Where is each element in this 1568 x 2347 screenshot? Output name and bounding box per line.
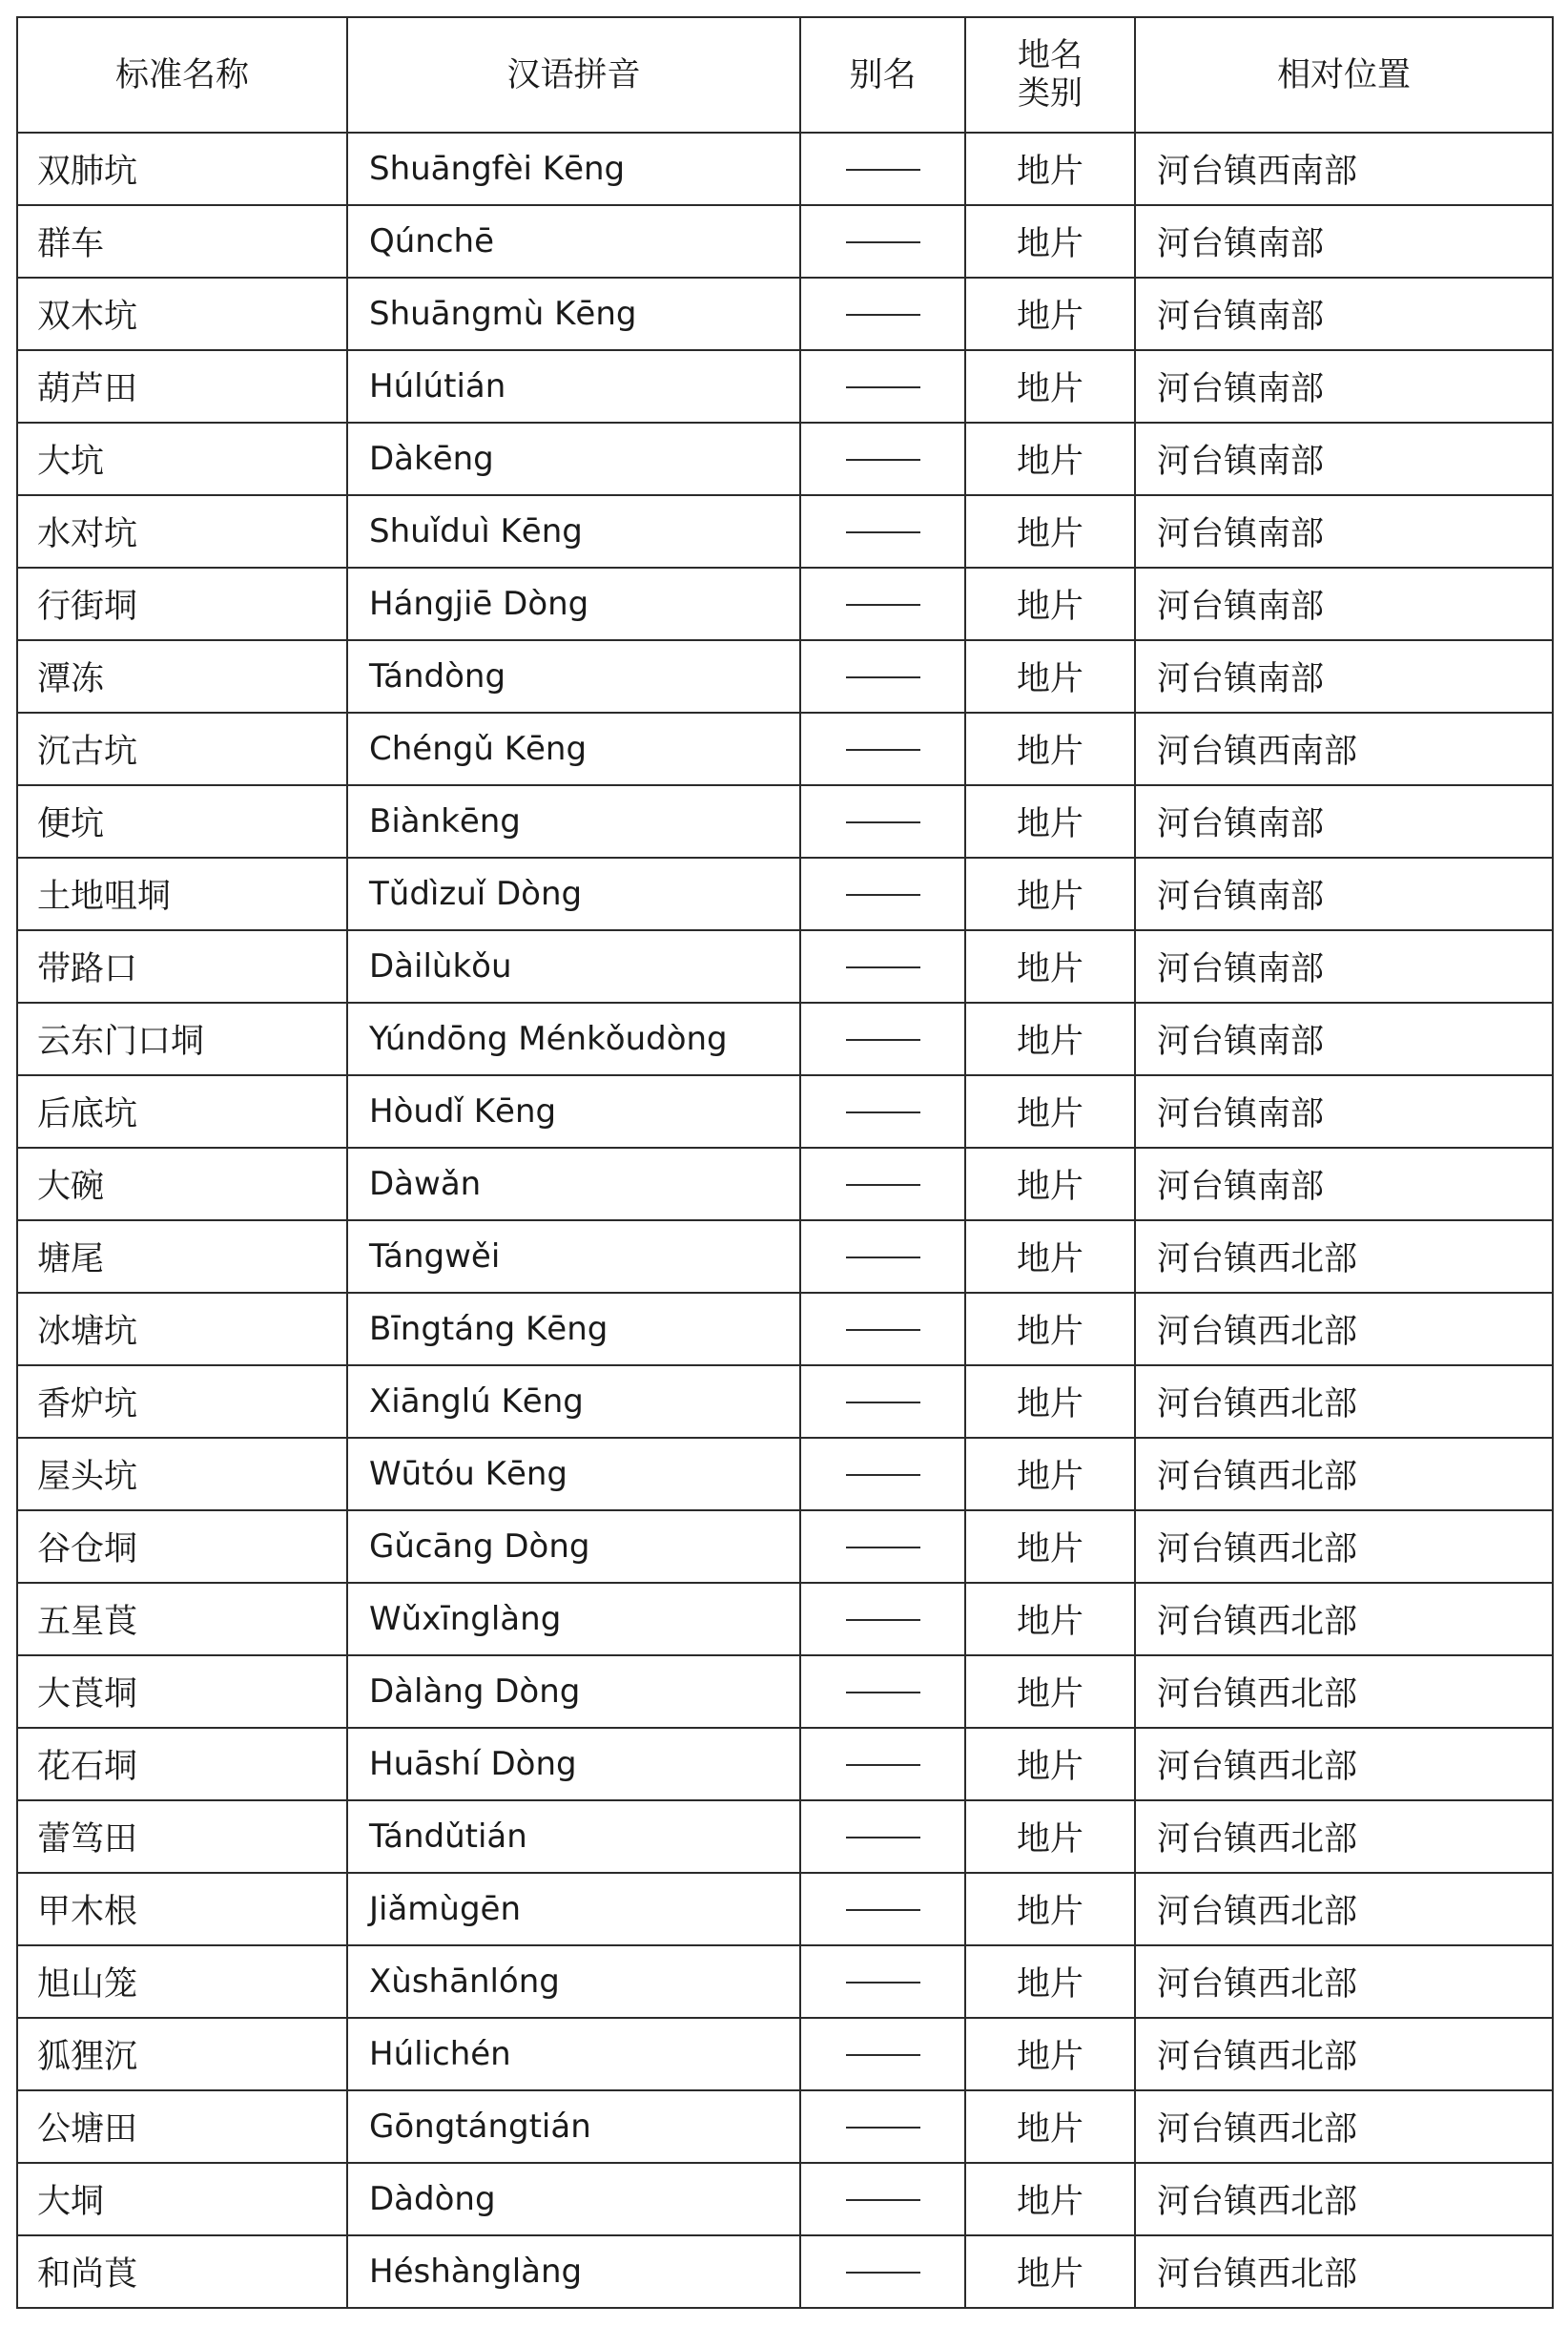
cell-standard-name: 塘尾 (17, 1220, 347, 1293)
cell-standard-name: 土地咀垌 (17, 858, 347, 930)
cell-standard-name: 后底坑 (17, 1075, 347, 1148)
alias-dash (846, 1039, 920, 1041)
table-row (17, 930, 1553, 1003)
alias-dash-text (920, 1455, 921, 1456)
alias-dash (846, 459, 920, 461)
alias-dash-text (920, 1600, 921, 1601)
table-row (17, 858, 1553, 930)
alias-dash-text (920, 1527, 921, 1528)
cell-pinyin: Dàwǎn (347, 1148, 800, 1220)
cell-alias (800, 930, 965, 1003)
cell-alias (800, 2235, 965, 2308)
alias-dash-text (920, 295, 921, 296)
cell-pinyin: Húlichén (347, 2018, 800, 2090)
cell-alias (800, 1293, 965, 1365)
alias-dash (846, 1184, 920, 1186)
alias-dash-text (920, 1237, 921, 1238)
cell-standard-name: 蕾笃田 (17, 1800, 347, 1873)
cell-alias (800, 713, 965, 785)
cell-pinyin: Yúndōng Ménkǒudòng (347, 1003, 800, 1075)
alias-dash-text (920, 1020, 921, 1021)
table-row (17, 1438, 1553, 1510)
cell-standard-name: 带路口 (17, 930, 347, 1003)
cell-relative-location: 河台镇南部 (1135, 640, 1553, 713)
cell-relative-location: 河台镇西北部 (1135, 1655, 1553, 1728)
table-row (17, 640, 1553, 713)
cell-relative-location: 河台镇南部 (1135, 1003, 1553, 1075)
table-row (17, 1655, 1553, 1728)
cell-standard-name: 群车 (17, 205, 347, 278)
cell-pinyin: Tándǔtián (347, 1800, 800, 1873)
cell-relative-location: 河台镇南部 (1135, 1075, 1553, 1148)
cell-standard-name: 双肺坑 (17, 133, 347, 205)
alias-dash-text (920, 1165, 921, 1166)
cell-alias (800, 1873, 965, 1945)
cell-alias (800, 350, 965, 423)
cell-pinyin: Shuǐduì Kēng (347, 495, 800, 568)
alias-dash (846, 1909, 920, 1911)
cell-place-type: 地片 (965, 1655, 1135, 1728)
cell-pinyin: Hòudǐ Kēng (347, 1075, 800, 1148)
cell-place-type: 地片 (965, 858, 1135, 930)
table-row (17, 713, 1553, 785)
alias-dash (846, 531, 920, 533)
cell-standard-name: 水对坑 (17, 495, 347, 568)
header-standard-name: 标准名称 (17, 17, 347, 133)
cell-standard-name: 大坑 (17, 423, 347, 495)
cell-pinyin: Dàdòng (347, 2163, 800, 2235)
cell-relative-location: 河台镇西北部 (1135, 2018, 1553, 2090)
cell-place-type: 地片 (965, 1293, 1135, 1365)
cell-standard-name: 和尚莨 (17, 2235, 347, 2308)
table-row (17, 2235, 1553, 2308)
alias-dash-text (920, 875, 921, 876)
cell-pinyin: Hángjiē Dòng (347, 568, 800, 640)
cell-relative-location: 河台镇南部 (1135, 423, 1553, 495)
cell-standard-name: 屋头坑 (17, 1438, 347, 1510)
alias-dash (846, 1764, 920, 1766)
cell-alias (800, 1800, 965, 1873)
cell-alias (800, 1003, 965, 1075)
cell-place-type: 地片 (965, 2235, 1135, 2308)
cell-place-type: 地片 (965, 1945, 1135, 2018)
cell-standard-name: 大垌 (17, 2163, 347, 2235)
cell-place-type: 地片 (965, 1003, 1135, 1075)
cell-place-type: 地片 (965, 640, 1135, 713)
alias-dash-text (920, 1092, 921, 1093)
header-place-type (965, 17, 1135, 133)
cell-pinyin: Gōngtángtián (347, 2090, 800, 2163)
cell-pinyin: Dàkēng (347, 423, 800, 495)
cell-place-type: 地片 (965, 423, 1135, 495)
alias-dash (846, 1111, 920, 1113)
cell-pinyin: Tǔdìzuǐ Dòng (347, 858, 800, 930)
alias-dash (846, 241, 920, 243)
alias-dash (846, 966, 920, 968)
cell-relative-location: 河台镇西北部 (1135, 2235, 1553, 2308)
cell-relative-location: 河台镇南部 (1135, 278, 1553, 350)
table-row (17, 785, 1553, 858)
cell-relative-location: 河台镇西北部 (1135, 2163, 1553, 2235)
alias-dash (846, 1474, 920, 1476)
alias-dash-text (920, 585, 921, 586)
cell-relative-location: 河台镇西北部 (1135, 1220, 1553, 1293)
table-row (17, 2018, 1553, 2090)
cell-alias (800, 1148, 965, 1220)
cell-standard-name: 大碗 (17, 1148, 347, 1220)
alias-dash-text (920, 2035, 921, 2036)
cell-place-type: 地片 (965, 2090, 1135, 2163)
cell-relative-location: 河台镇西北部 (1135, 1873, 1553, 1945)
alias-dash-text (920, 367, 921, 368)
cell-standard-name: 公塘田 (17, 2090, 347, 2163)
cell-alias (800, 1655, 965, 1728)
table-row (17, 1945, 1553, 2018)
table-row (17, 568, 1553, 640)
table-row (17, 423, 1553, 495)
header-pinyin: 汉语拼音 (347, 17, 800, 133)
alias-dash-text (920, 657, 921, 658)
alias-dash-text (920, 2253, 921, 2254)
alias-dash (846, 894, 920, 896)
cell-pinyin: Biànkēng (347, 785, 800, 858)
cell-place-type: 地片 (965, 1728, 1135, 1800)
cell-standard-name: 便坑 (17, 785, 347, 858)
cell-pinyin: Wǔxīnglàng (347, 1583, 800, 1655)
cell-relative-location: 河台镇南部 (1135, 350, 1553, 423)
cell-place-type: 地片 (965, 2163, 1135, 2235)
cell-standard-name: 云东门口垌 (17, 1003, 347, 1075)
cell-standard-name: 行街垌 (17, 568, 347, 640)
header-place-type-line1: 地名 (1018, 36, 1083, 75)
cell-place-type: 地片 (965, 1148, 1135, 1220)
table-row (17, 1003, 1553, 1075)
cell-standard-name: 甲木根 (17, 1873, 347, 1945)
cell-pinyin: Shuāngmù Kēng (347, 278, 800, 350)
cell-pinyin: Jiǎmùgēn (347, 1873, 800, 1945)
cell-place-type: 地片 (965, 133, 1135, 205)
cell-place-type: 地片 (965, 205, 1135, 278)
cell-standard-name: 谷仓垌 (17, 1510, 347, 1583)
cell-relative-location: 河台镇西北部 (1135, 1365, 1553, 1438)
table-row (17, 1220, 1553, 1293)
table-row (17, 1075, 1553, 1148)
alias-dash (846, 2054, 920, 2056)
alias-dash-text (920, 150, 921, 151)
table-row (17, 1148, 1553, 1220)
cell-alias (800, 278, 965, 350)
cell-pinyin: Héshànglàng (347, 2235, 800, 2308)
cell-standard-name: 五星莨 (17, 1583, 347, 1655)
table-row (17, 278, 1553, 350)
cell-place-type: 地片 (965, 713, 1135, 785)
cell-place-type: 地片 (965, 568, 1135, 640)
alias-dash (846, 2127, 920, 2129)
cell-alias (800, 1220, 965, 1293)
cell-standard-name: 葫芦田 (17, 350, 347, 423)
cell-alias (800, 1438, 965, 1510)
cell-pinyin: Húlútián (347, 350, 800, 423)
alias-dash-text (920, 440, 921, 441)
cell-standard-name: 双木坑 (17, 278, 347, 350)
cell-pinyin: Bīngtáng Kēng (347, 1293, 800, 1365)
table-row (17, 2163, 1553, 2235)
table-row (17, 1800, 1553, 1873)
alias-dash (846, 1547, 920, 1548)
cell-standard-name: 狐狸沉 (17, 2018, 347, 2090)
alias-dash-text (920, 947, 921, 948)
cell-relative-location: 河台镇南部 (1135, 568, 1553, 640)
alias-dash (846, 169, 920, 171)
alias-dash-text (920, 1745, 921, 1746)
cell-pinyin: Wūtóu Kēng (347, 1438, 800, 1510)
table-row (17, 1365, 1553, 1438)
alias-dash (846, 604, 920, 606)
table-row (17, 495, 1553, 568)
cell-alias (800, 1728, 965, 1800)
alias-dash-text (920, 1672, 921, 1673)
cell-relative-location: 河台镇西北部 (1135, 1800, 1553, 1873)
alias-dash-text (920, 1382, 921, 1383)
cell-pinyin: Huāshí Dòng (347, 1728, 800, 1800)
cell-relative-location: 河台镇西北部 (1135, 1728, 1553, 1800)
cell-place-type: 地片 (965, 1873, 1135, 1945)
cell-alias (800, 1075, 965, 1148)
alias-dash-text (920, 2180, 921, 2181)
cell-place-type: 地片 (965, 2018, 1135, 2090)
cell-standard-name: 冰塘坑 (17, 1293, 347, 1365)
alias-dash (846, 386, 920, 388)
cell-alias (800, 2090, 965, 2163)
cell-alias (800, 205, 965, 278)
cell-alias (800, 785, 965, 858)
cell-pinyin: Tándòng (347, 640, 800, 713)
cell-relative-location: 河台镇西北部 (1135, 1583, 1553, 1655)
cell-place-type: 地片 (965, 1800, 1135, 1873)
alias-dash (846, 314, 920, 316)
cell-alias (800, 1583, 965, 1655)
table-row (17, 133, 1553, 205)
alias-dash (846, 1619, 920, 1621)
cell-alias (800, 640, 965, 713)
alias-dash-text (920, 730, 921, 731)
table-body (17, 133, 1553, 2308)
cell-pinyin: Tángwěi (347, 1220, 800, 1293)
cell-place-type: 地片 (965, 1220, 1135, 1293)
cell-relative-location: 河台镇南部 (1135, 495, 1553, 568)
alias-dash-text (920, 802, 921, 803)
cell-pinyin: Xiānglú Kēng (347, 1365, 800, 1438)
cell-relative-location: 河台镇西南部 (1135, 713, 1553, 785)
table-row (17, 350, 1553, 423)
table-header-row (17, 17, 1553, 133)
cell-alias (800, 423, 965, 495)
cell-place-type: 地片 (965, 930, 1135, 1003)
cell-relative-location: 河台镇南部 (1135, 785, 1553, 858)
cell-place-type: 地片 (965, 1365, 1135, 1438)
cell-place-type: 地片 (965, 1075, 1135, 1148)
alias-dash-text (920, 222, 921, 223)
table-row (17, 205, 1553, 278)
cell-pinyin: Dàlàng Dòng (347, 1655, 800, 1728)
cell-pinyin: Dàilùkǒu (347, 930, 800, 1003)
cell-relative-location: 河台镇南部 (1135, 205, 1553, 278)
cell-standard-name: 旭山笼 (17, 1945, 347, 2018)
table-row (17, 1293, 1553, 1365)
alias-dash (846, 2272, 920, 2274)
cell-standard-name: 花石垌 (17, 1728, 347, 1800)
cell-alias (800, 2163, 965, 2235)
cell-alias (800, 133, 965, 205)
table-row (17, 1873, 1553, 1945)
alias-dash (846, 1837, 920, 1838)
cell-relative-location: 河台镇南部 (1135, 858, 1553, 930)
cell-alias (800, 1510, 965, 1583)
cell-place-type: 地片 (965, 350, 1135, 423)
cell-standard-name: 潭冻 (17, 640, 347, 713)
alias-dash (846, 676, 920, 678)
cell-relative-location: 河台镇西北部 (1135, 2090, 1553, 2163)
alias-dash (846, 1692, 920, 1693)
header-relative-location: 相对位置 (1135, 17, 1553, 133)
cell-place-type: 地片 (965, 785, 1135, 858)
cell-standard-name: 大莨垌 (17, 1655, 347, 1728)
cell-relative-location: 河台镇南部 (1135, 1148, 1553, 1220)
cell-alias (800, 1945, 965, 2018)
cell-place-type: 地片 (965, 495, 1135, 568)
cell-relative-location: 河台镇西北部 (1135, 1945, 1553, 2018)
table-row (17, 1510, 1553, 1583)
cell-place-type: 地片 (965, 1510, 1135, 1583)
alias-dash (846, 1402, 920, 1403)
alias-dash (846, 2199, 920, 2201)
alias-dash-text (920, 1310, 921, 1311)
table-row (17, 2090, 1553, 2163)
alias-dash (846, 1329, 920, 1331)
alias-dash-text (920, 512, 921, 513)
table-row (17, 1728, 1553, 1800)
place-name-table (16, 16, 1554, 2309)
table-row (17, 1583, 1553, 1655)
cell-relative-location: 河台镇西北部 (1135, 1510, 1553, 1583)
cell-alias (800, 495, 965, 568)
cell-alias (800, 568, 965, 640)
alias-dash (846, 821, 920, 823)
cell-pinyin: Shuāngfèi Kēng (347, 133, 800, 205)
cell-pinyin: Chéngǔ Kēng (347, 713, 800, 785)
cell-place-type: 地片 (965, 278, 1135, 350)
cell-alias (800, 858, 965, 930)
cell-place-type: 地片 (965, 1583, 1135, 1655)
cell-alias (800, 2018, 965, 2090)
cell-standard-name: 沉古坑 (17, 713, 347, 785)
cell-alias (800, 1365, 965, 1438)
cell-relative-location: 河台镇西北部 (1135, 1293, 1553, 1365)
cell-pinyin: Qúnchē (347, 205, 800, 278)
alias-dash (846, 749, 920, 751)
cell-place-type: 地片 (965, 1438, 1135, 1510)
header-alias: 别名 (800, 17, 965, 133)
alias-dash-text (920, 1817, 921, 1818)
place-name-table-page (16, 16, 1552, 2309)
alias-dash (846, 1982, 920, 1984)
cell-relative-location: 河台镇西北部 (1135, 1438, 1553, 1510)
alias-dash-text (920, 1890, 921, 1891)
cell-relative-location: 河台镇南部 (1135, 930, 1553, 1003)
cell-relative-location: 河台镇西南部 (1135, 133, 1553, 205)
alias-dash (846, 1257, 920, 1258)
cell-pinyin: Gǔcāng Dòng (347, 1510, 800, 1583)
cell-pinyin: Xùshānlóng (347, 1945, 800, 2018)
header-place-type-line2: 类别 (1018, 73, 1083, 113)
cell-standard-name: 香炉坑 (17, 1365, 347, 1438)
